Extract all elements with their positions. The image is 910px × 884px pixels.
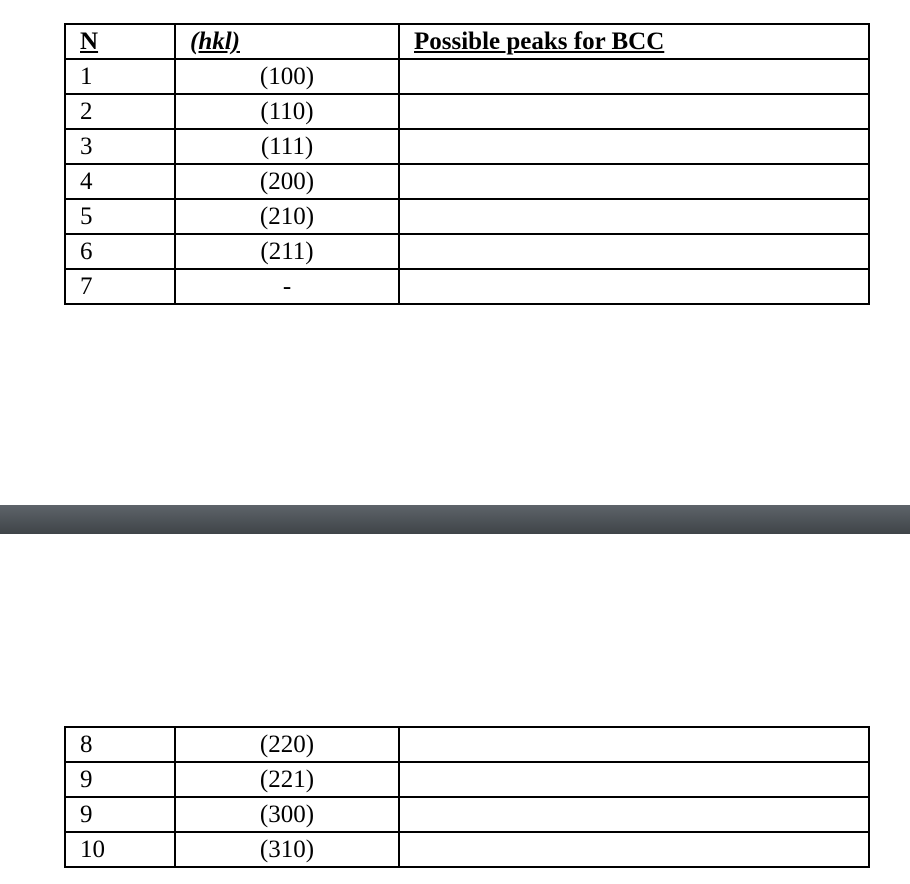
cell-hkl: (200)	[175, 164, 399, 199]
cell-peaks[interactable]	[399, 199, 869, 234]
cell-n: 1	[65, 59, 175, 94]
table-row	[65, 199, 869, 234]
cell-peaks[interactable]	[399, 59, 869, 94]
cell-n: 6	[65, 234, 175, 269]
cell-n: 9	[65, 797, 175, 832]
table-row	[65, 94, 869, 129]
cell-n: 5	[65, 199, 175, 234]
cell-n: 4	[65, 164, 175, 199]
cell-hkl: (210)	[175, 199, 399, 234]
cell-peaks[interactable]	[399, 164, 869, 199]
header-hkl: (hkl)	[175, 24, 399, 59]
table-row	[65, 164, 869, 199]
cell-hkl: (110)	[175, 94, 399, 129]
cell-hkl: (220)	[175, 727, 399, 762]
cell-peaks[interactable]	[399, 762, 869, 797]
cell-hkl: (100)	[175, 59, 399, 94]
cell-n: 8	[65, 727, 175, 762]
cell-hkl: (300)	[175, 797, 399, 832]
cell-n: 7	[65, 269, 175, 304]
cell-peaks[interactable]	[399, 832, 869, 867]
table-row	[65, 269, 869, 304]
table-row	[65, 797, 869, 832]
cell-peaks[interactable]	[399, 727, 869, 762]
cell-hkl: (211)	[175, 234, 399, 269]
cell-n: 3	[65, 129, 175, 164]
header-possible-peaks: Possible peaks for BCC	[399, 24, 869, 59]
table-row	[65, 129, 869, 164]
table-header-row	[65, 24, 869, 59]
cell-peaks[interactable]	[399, 797, 869, 832]
cell-hkl: (111)	[175, 129, 399, 164]
hkl-table-bottom	[64, 726, 870, 868]
cell-hkl: (310)	[175, 832, 399, 867]
cell-n: 2	[65, 94, 175, 129]
table-row	[65, 762, 869, 797]
cell-peaks[interactable]	[399, 269, 869, 304]
page-break-bar	[0, 505, 910, 534]
table-row	[65, 59, 869, 94]
header-n: N	[65, 24, 175, 59]
cell-peaks[interactable]	[399, 94, 869, 129]
cell-n: 9	[65, 762, 175, 797]
table-row	[65, 727, 869, 762]
hkl-table-top	[64, 23, 870, 305]
cell-peaks[interactable]	[399, 234, 869, 269]
cell-n: 10	[65, 832, 175, 867]
table-row	[65, 832, 869, 867]
cell-peaks[interactable]	[399, 129, 869, 164]
table-row	[65, 234, 869, 269]
cell-hkl: (221)	[175, 762, 399, 797]
cell-hkl: -	[175, 269, 399, 304]
